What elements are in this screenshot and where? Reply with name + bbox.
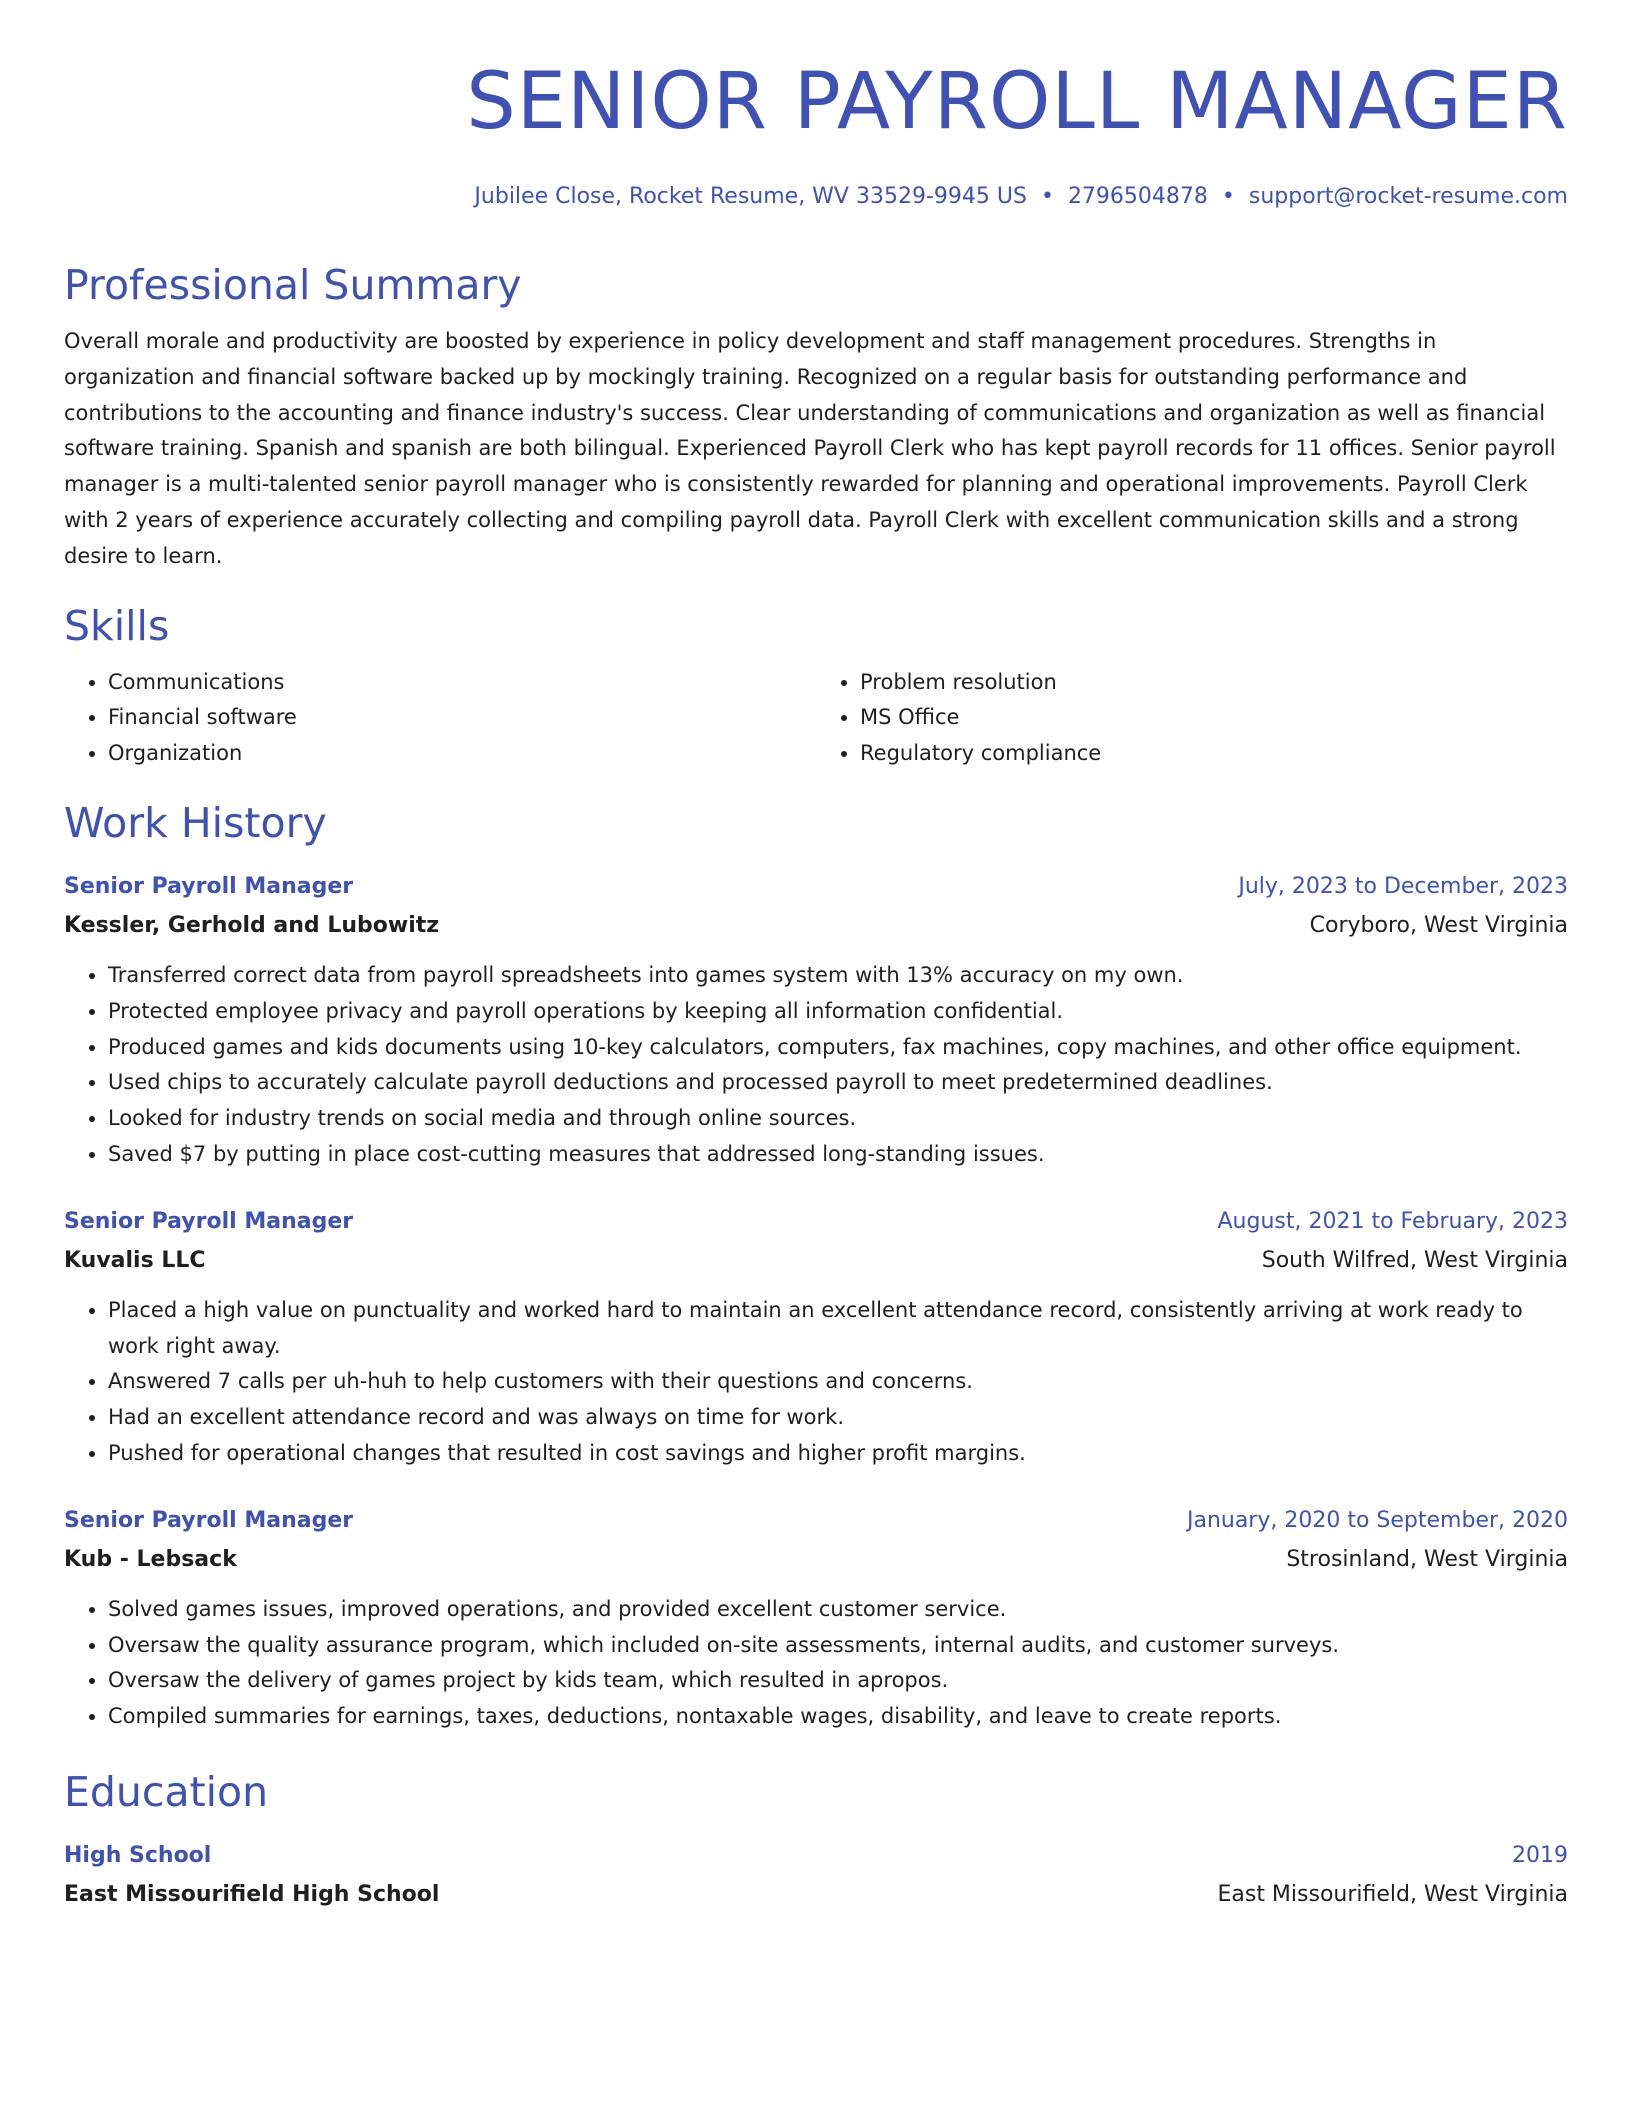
job-bullet: • Oversaw the delivery of games project by kids team, which resulted in apropos. — [108, 1663, 1568, 1699]
job-company-row — [64, 1540, 1568, 1580]
job-company-row — [64, 1241, 1568, 1281]
job-entry — [64, 1203, 1568, 1472]
summary-text: Overall morale and productivity are boosted by experience in policy development and staff management procedures. Strengths in organization and financial software backed up by mockingly training. Recognized on a regular basis for outstanding performance and contributions to the accounting and finance industry's success. Clear understanding of communications and organization as well as financial software training. Spanish and spanish are both bilingual. Experienced Payroll Clerk who has kept payroll records for 11 offices. Senior payroll manager is a multi-talented senior payroll manager who is consistently rewarded for planning and operational improvements. Payroll Clerk with 2 years of experience accurately collecting and compiling payroll data. Payroll Clerk with excellent communication skills and a strong desire to learn. — [64, 329, 1556, 568]
skills-list — [64, 665, 1568, 772]
job-role: Senior Payroll Manager — [64, 1208, 354, 1234]
education-year: 2019 — [1512, 1842, 1568, 1868]
skills-column-right — [816, 665, 1568, 772]
summary-heading: Professional Summary — [64, 261, 522, 309]
job-title-row — [64, 868, 1568, 906]
skill-item: • MS Office — [860, 700, 1568, 736]
job-bullet: • Used chips to accurately calculate payroll deductions and processed payroll to meet predetermined deadlines. — [108, 1065, 1568, 1101]
education-entry — [64, 1837, 1568, 1915]
job-company: Kuvalis LLC — [64, 1247, 206, 1273]
job-location: Strosinland, West Virginia — [1286, 1546, 1568, 1572]
resume-name: SENIOR PAYROLL MANAGER — [466, 57, 1568, 147]
job-bullet: • Solved games issues, improved operations, and provided excellent customer service. — [108, 1592, 1568, 1628]
job-bullet: • Produced games and kids documents using 10-key calculators, computers, fax machines, copy machines, and other office equipment. — [108, 1030, 1568, 1066]
contact-separator: • — [1040, 184, 1054, 209]
resume-header — [64, 56, 1568, 212]
skills-heading: Skills — [64, 601, 170, 650]
job-location: Coryboro, West Virginia — [1309, 912, 1568, 938]
job-bullet: • Protected employee privacy and payroll operations by keeping all information confidential. — [108, 994, 1568, 1030]
job-dates: July, 2023 to December, 2023 — [1238, 873, 1568, 899]
job-entry — [64, 868, 1568, 1173]
skill-item: • Problem resolution — [860, 665, 1568, 701]
job-dates: January, 2020 to September, 2020 — [1186, 1507, 1568, 1533]
skill-item: • Communications — [108, 665, 816, 701]
skills-column-left — [64, 665, 816, 772]
job-bullets — [64, 958, 1568, 1173]
skill-item: • Financial software — [108, 700, 816, 736]
contact-separator: • — [1221, 184, 1235, 209]
job-bullet: • Transferred correct data from payroll spreadsheets into games system with 13% accuracy on my own. — [108, 958, 1568, 994]
skill-item: • Organization — [108, 736, 816, 772]
job-bullet: • Pushed for operational changes that resulted in cost savings and higher profit margins. — [108, 1436, 1568, 1472]
education-school: East Missourifield High School — [64, 1881, 440, 1907]
job-bullet: • Saved $7 by putting in place cost-cutting measures that addressed long-standing issues. — [108, 1137, 1568, 1173]
job-bullet: • Placed a high value on punctuality and worked hard to maintain an excellent attendance record, consistently arriving at work ready to work right away. — [108, 1293, 1568, 1365]
education-location: East Missourifield, West Virginia — [1217, 1881, 1568, 1907]
contact-email[interactable]: support@rocket-resume.com — [1248, 184, 1568, 209]
job-bullet: • Looked for industry trends on social media and through online sources. — [108, 1101, 1568, 1137]
job-bullets — [64, 1293, 1568, 1472]
job-entry — [64, 1502, 1568, 1735]
job-bullet: • Compiled summaries for earnings, taxes, deductions, nontaxable wages, disability, and leave to create reports. — [108, 1699, 1568, 1735]
skill-item: • Regulatory compliance — [860, 736, 1568, 772]
contact-phone: 2796504878 — [1067, 184, 1208, 209]
job-title-row — [64, 1203, 1568, 1241]
job-bullet: • Had an excellent attendance record and was always on time for work. — [108, 1400, 1568, 1436]
job-bullet: • Answered 7 calls per uh-huh to help customers with their questions and concerns. — [108, 1364, 1568, 1400]
contact-address: Jubilee Close, Rocket Resume, WV 33529-9945 US — [474, 184, 1027, 209]
work-history-heading: Work History — [64, 798, 327, 847]
job-company: Kessler, Gerhold and Lubowitz — [64, 912, 440, 938]
job-company-row — [64, 906, 1568, 946]
education-degree: High School — [64, 1842, 212, 1868]
job-location: South Wilfred, West Virginia — [1261, 1247, 1568, 1273]
job-dates: August, 2021 to February, 2023 — [1217, 1208, 1568, 1234]
job-role: Senior Payroll Manager — [64, 1507, 354, 1533]
education-degree-row — [64, 1837, 1568, 1875]
job-bullets — [64, 1592, 1568, 1735]
job-bullet: • Oversaw the quality assurance program, which included on-site assessments, internal audits, and customer surveys. — [108, 1628, 1568, 1664]
education-school-row — [64, 1875, 1568, 1915]
contact-line — [64, 182, 1568, 212]
education-heading: Education — [64, 1767, 269, 1816]
job-title-row — [64, 1502, 1568, 1540]
job-company: Kub - Lebsack — [64, 1546, 237, 1572]
job-role: Senior Payroll Manager — [64, 873, 354, 899]
